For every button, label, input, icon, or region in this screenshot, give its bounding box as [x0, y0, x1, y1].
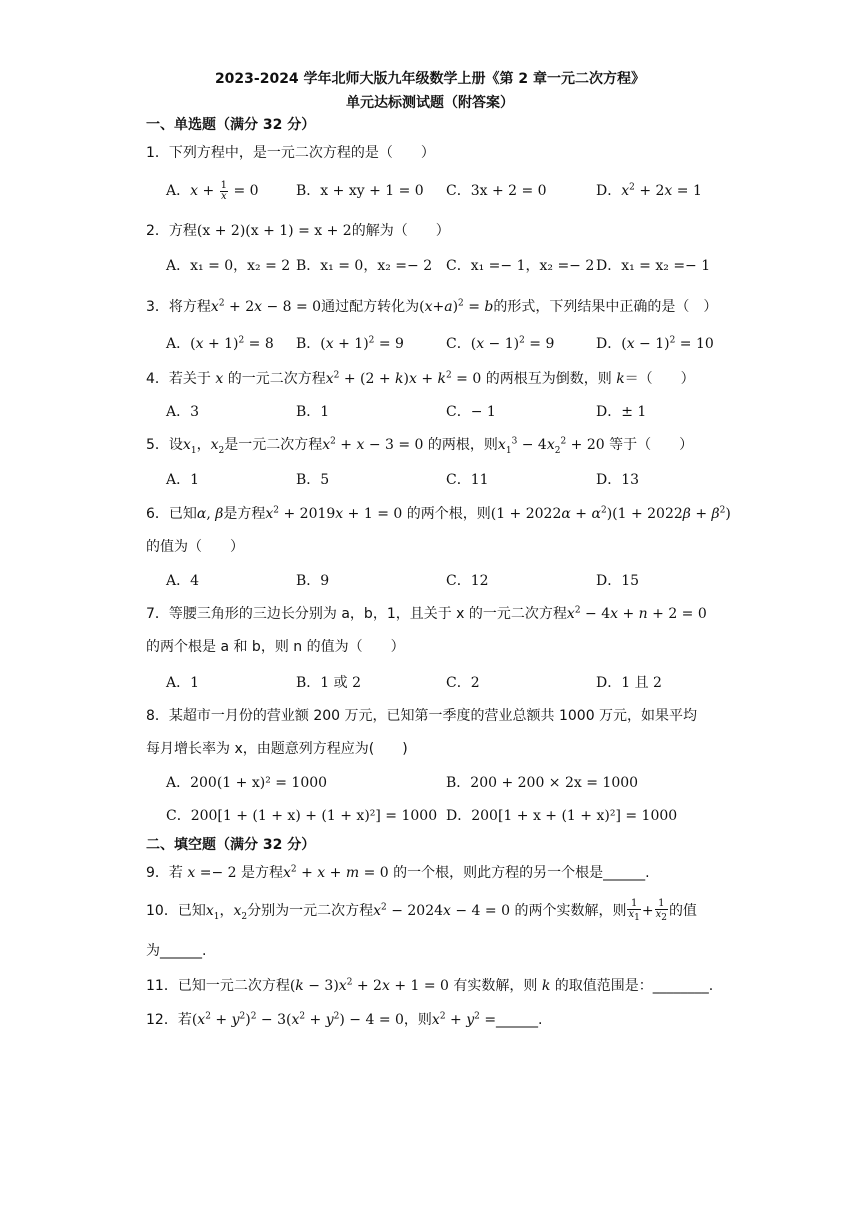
section-heading-single-choice: 一、单选题（满分 32 分）	[146, 117, 316, 133]
question-8-option-c: C．200[1 + (1 + x) + (1 + x)²] = 1000	[166, 808, 438, 824]
question-3-option-c: C．$(x - 1)^2 = 9$	[446, 335, 555, 352]
question-6-option-b: B．9	[296, 573, 330, 589]
question-10-stem-line1: 10．已知$x_1$，$x_2$分别为一元二次方程$x^2 - 2024x - 4 = 0$ 的两个实数解，则 $\frac{1}{x_1}$ + $\frac{1}{x_2}$ 的值	[146, 898, 697, 923]
question-2-stem: 2．方程(x + 2)(x + 1) = x + 2的解为（ ）	[146, 223, 450, 239]
question-7-stem-line2: 的两个根是 a 和 b，则 n 的值为（ ）	[146, 639, 405, 655]
question-5-option-b: B．5	[296, 472, 330, 488]
question-1-option-c: C．3x + 2 = 0	[446, 183, 547, 199]
question-2-option-b: B．x₁ = 0，x₂ =− 2	[296, 258, 433, 274]
question-10-stem-line2: 为______.	[146, 943, 207, 959]
question-6-option-c: C．12	[446, 573, 489, 589]
question-1-option-d: D．$x^2 + 2x = 1$	[596, 182, 702, 199]
question-8-stem-line1: 8．某超市一月份的营业额 200 万元，已知第一季度的营业总额共 1000 万元，如果平均	[146, 708, 698, 724]
question-4-option-c: C．− 1	[446, 404, 496, 420]
question-1-option-a: A．x + $\frac{1}{x}$ = 0	[166, 179, 259, 202]
question-11-stem: 11．已知一元二次方程$(k - 3)x^2 + 2x + 1 = 0$ 有实数解，则 k 的取值范围是：________.	[146, 977, 714, 994]
question-7-option-a: A．1	[166, 675, 200, 691]
question-7-option-c: C．2	[446, 675, 480, 691]
question-2-option-a: A．x₁ = 0，x₂ = 2	[166, 258, 291, 274]
question-2-option-c: C．x₁ =− 1，x₂ =− 2	[446, 258, 595, 274]
question-7-option-d: D．1 且 2	[596, 675, 662, 691]
question-3-stem: 3．将方程$x^2 + 2x - 8 = 0$通过配方转化为$(x+a)^2 = b$的形式，下列结果中正确的是（ ）	[146, 298, 718, 315]
question-6-stem-line2: 的值为（ ）	[146, 539, 244, 555]
question-12-stem: 12．若$(x^2 + y^2)^2 - 3(x^2 + y^2) - 4 = 0$，则$x^2 + y^2$ =______.	[146, 1011, 543, 1028]
document-title-line2: 单元达标测试题（附答案）	[346, 95, 514, 111]
question-8-option-a: A．200(1 + x)² = 1000	[166, 775, 328, 791]
question-8-stem-line2: 每月增长率为 x，由题意列方程应为( )	[146, 741, 408, 757]
question-2-option-d: D．x₁ = x₂ =− 1	[596, 258, 711, 274]
question-4-option-d: D．± 1	[596, 404, 647, 420]
question-4-option-b: B．1	[296, 404, 330, 420]
question-6-option-a: A．4	[166, 573, 200, 589]
question-5-stem: 5．设$x_1$，$x_2$是一元二次方程$x^2 + x - 3 = 0$ 的两根，则$x_1^3 - 4x_2^2 + 20$ 等于（ ）	[146, 436, 694, 456]
question-9-stem: 9．若 x =− 2 是方程$x^2 + x + m = 0$ 的一个根，则此方程的另一个根是______.	[146, 864, 650, 881]
question-4-option-a: A．3	[166, 404, 200, 420]
question-5-option-a: A．1	[166, 472, 200, 488]
question-8-option-b: B．200 + 200 × 2x = 1000	[446, 775, 639, 791]
document-title-line1: 2023-2024 学年北师大版九年级数学上册《第 2 章一元二次方程》	[214, 71, 646, 87]
question-6-option-d: D．15	[596, 573, 640, 589]
question-3-option-d: D．$(x - 1)^2 = 10$	[596, 335, 714, 352]
question-5-option-d: D．13	[596, 472, 640, 488]
section-heading-fill-blank: 二、填空题（满分 32 分）	[146, 837, 316, 853]
question-1-option-b: B．x + xy + 1 = 0	[296, 183, 424, 199]
question-4-stem: 4．若关于 x 的一元二次方程$x^2 + (2 + k)x + k^2 = 0$ 的两根互为倒数，则 k＝（ ）	[146, 370, 695, 387]
question-1-stem: 1．下列方程中，是一元二次方程的是（ ）	[146, 145, 435, 161]
question-8-option-d: D．200[1 + x + (1 + x)²] = 1000	[446, 808, 678, 824]
question-6-stem-line1: 6．已知α, β是方程$x^2 + 2019x + 1 = 0$ 的两个根，则$(1 + 2022\alpha + \alpha^2)(1 + 2022\beta + \beta^2)$	[146, 505, 731, 522]
question-5-option-c: C．11	[446, 472, 489, 488]
question-3-option-a: A．$(x + 1)^2 = 8$	[166, 335, 274, 352]
question-3-option-b: B．$(x + 1)^2 = 9$	[296, 335, 404, 352]
question-7-stem-line1: 7．等腰三角形的三边长分别为 a，b，1，且关于 x 的一元二次方程$x^2 - 4x + n + 2 = 0$	[146, 605, 707, 622]
question-7-option-b: B．1 或 2	[296, 675, 362, 691]
